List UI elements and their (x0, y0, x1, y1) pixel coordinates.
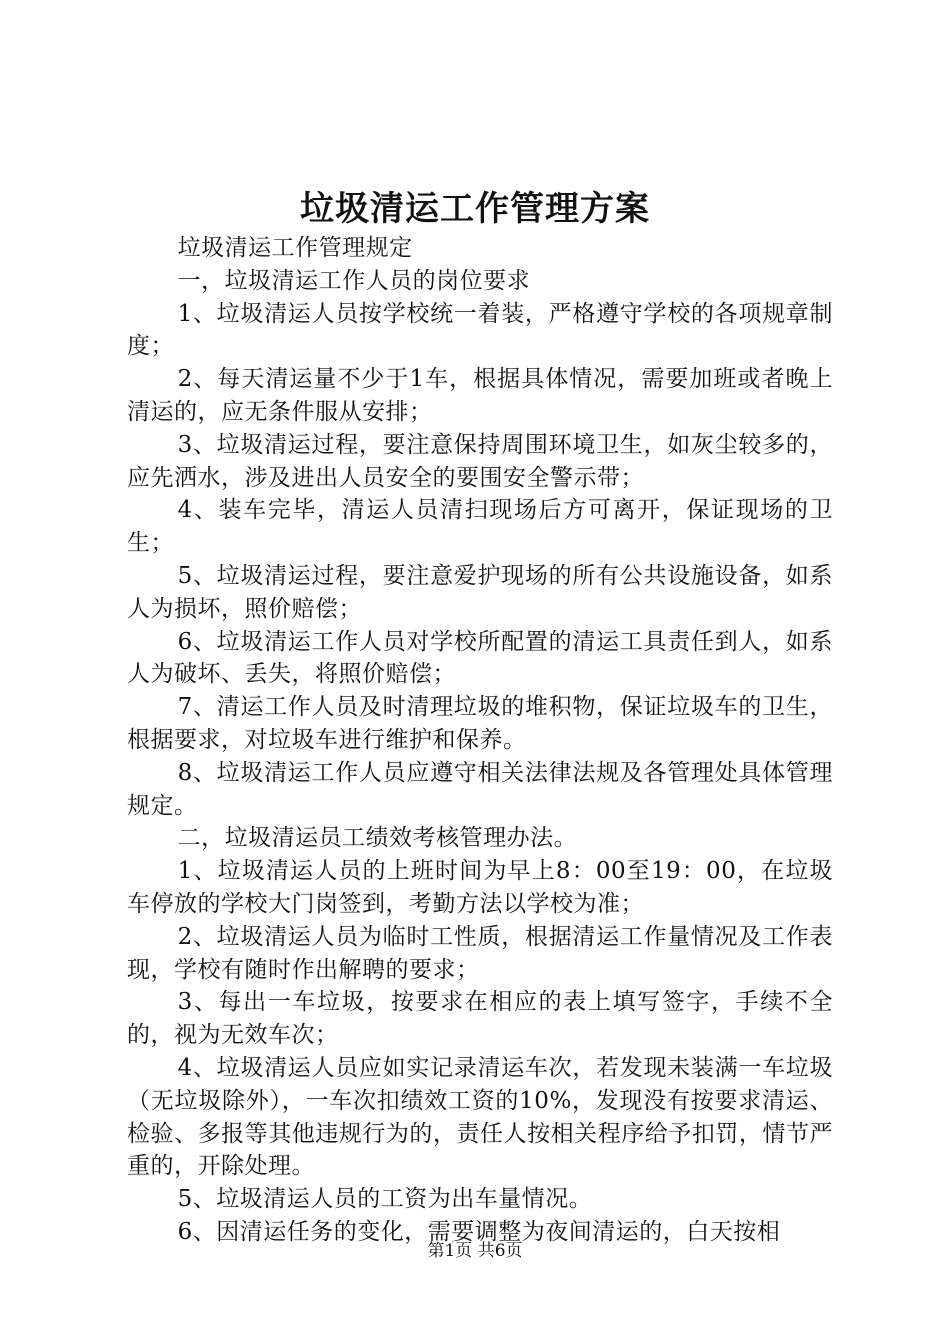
paragraph-item: 2、每天清运量不少于1车，根据具体情况，需要加班或者晚上清运的，应无条件服从安排； (127, 366, 833, 425)
paragraph-item: 2、垃圾清运人员为临时工性质，根据清运工作量情况及工作表现，学校有随时作出解聘的要求； (127, 923, 833, 983)
paragraph-item: 1、垃圾清运人员按学校统一着装，严格遵守学校的各项规章制度； (127, 300, 833, 360)
paragraph-item: 4、垃圾清运人员应如实记录清运车次，若发现未装满一车垃圾（无垃圾除外），一车次扣绩效工资的10%，发现没有按要求清运、检验、多报等其他违规行为的，责任人按相关程序给予扣罚，情节严重的，开除处理。 (127, 1054, 833, 1180)
document-title: 垃圾清运工作管理方案 (300, 189, 650, 229)
paragraph-heading-rules: 垃圾清运工作管理规定 (177, 235, 413, 261)
paragraph-item: 1、垃圾清运人员的上班时间为早上8：00至19：00，在垃圾车停放的学校大门岗签到，考勤方法以学校为准； (127, 858, 833, 917)
document-body (127, 232, 833, 1249)
paragraph-item: 6、因清运任务的变化，需要调整为夜间清运的，白天按相 (177, 1218, 781, 1245)
paragraph-item: 6、垃圾清运工作人员对学校所配置的清运工具责任到人，如系人为破坏、丢失，将照价赔偿； (127, 628, 833, 688)
page-indicator: 第1页 共6页 (427, 1241, 523, 1261)
paragraph-item: 8、垃圾清运工作人员应遵守相关法律法规及各管理处具体管理规定。 (127, 759, 833, 819)
paragraph-item: 5、垃圾清运过程，要注意爱护现场的所有公共设施设备，如系人为损坏，照价赔偿； (127, 562, 833, 622)
paragraph-section-one: 一，垃圾清运工作人员的岗位要求 (177, 267, 531, 294)
paragraph-item: 3、每出一车垃圾，按要求在相应的表上填写签字，手续不全的，视为无效车次； (127, 989, 833, 1049)
paragraph-item: 7、清运工作人员及时清理垃圾的堆积物，保证垃圾车的卫生，根据要求，对垃圾车进行维护和保养。 (127, 694, 833, 753)
paragraph-section-two: 二，垃圾清运员工绩效考核管理办法。 (177, 825, 578, 852)
paragraph-item: 4、装车完毕，清运人员清扫现场后方可离开，保证现场的卫生； (127, 497, 833, 557)
paragraph-item: 5、垃圾清运人员的工资为出车量情况。 (177, 1186, 593, 1213)
paragraph-item: 3、垃圾清运过程，要注意保持周围环境卫生，如灰尘较多的，应先洒水，涉及进出人员安全的要围安全警示带； (127, 431, 833, 491)
